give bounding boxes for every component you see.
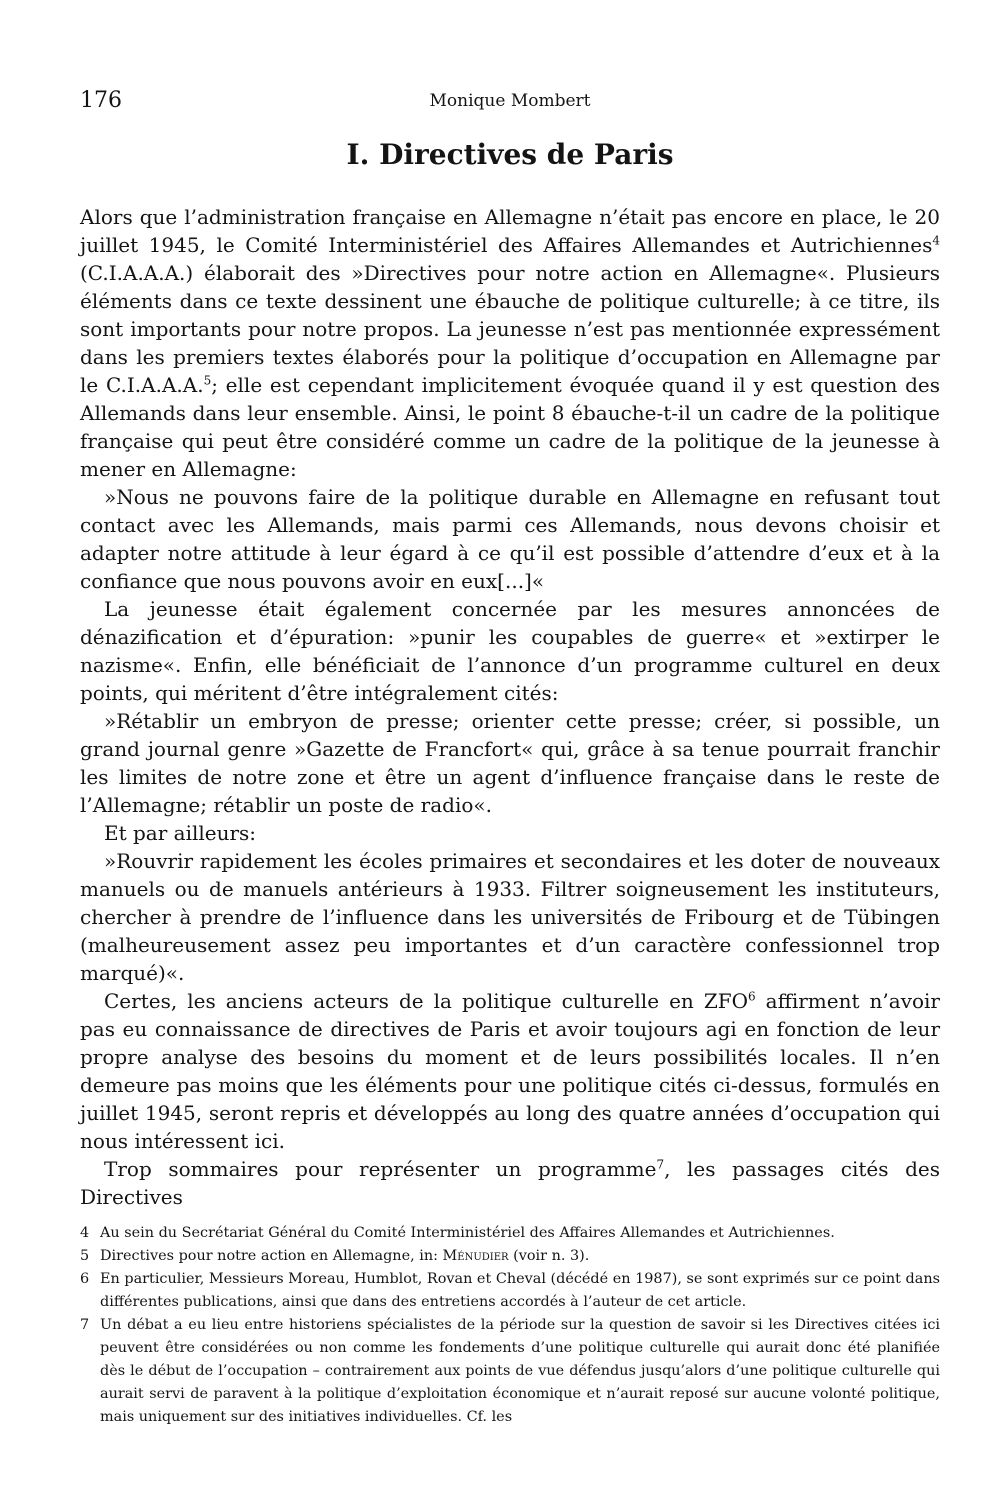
quote-2: »Rétablir un embryon de presse; orienter cette presse; créer, si possible, un grand journal genre »Gazette de Francfort« qui, grâce à sa tenue pourrait franchir les limites de notre zone et être un agent d’influence française dans le reste de l’Allemagne; rétablir un poste de radio«. [80,708,940,817]
footnote-author: Ménudier [442,1248,509,1264]
footnote-ref-6[interactable]: 6 [748,989,756,1004]
running-title: Monique Mombert [429,91,591,111]
footnote-text: Directives pour notre action en Allemagne, in: [100,1248,443,1264]
footnotes [80,1222,940,1429]
footnote-text: En particulier, Messieurs Moreau, Humblot, Rovan et Cheval (décédé en 1987), se sont exprimés sur ce point dans différentes publications, ainsi que dans des entretiens accordés à l’auteur de cet article. [100,1271,940,1310]
paragraph-4: Certes, les anciens acteurs de la politique culturelle en ZFO$^6$ affirment n’avoir pas eu connaissance de directives de Paris et avoir toujours agi en fonction de leur propre analyse des besoins du moment et de leurs possibilités locales. Il n’en demeure pas moins que les éléments pour une politique cités ci-dessus, formulés en juillet 1945, seront repris et développés au long des quatre années d’occupation qui nous intéressent ici. [80,988,940,1153]
section-title: I. Directives de Paris [346,138,674,171]
footnote-number: 4 [80,1225,90,1241]
footnote-4 [80,1222,940,1245]
footnote-7 [80,1314,940,1429]
quote-3: »Rouvrir rapidement les écoles primaires et secondaires et les doter de nouveaux manuels ou de manuels antérieurs à 1933. Filtrer soigneusement les instituteurs, chercher à prendre de l’influence dans les universités de Fribourg et de Tübingen (malheureusement assez peu importantes et d’un caractère confessionnel trop marqué)«. [80,848,940,985]
paragraph-1: Alors que l’administration française en Allemagne n’était pas encore en place, le 20 juillet 1945, le Comité Interministériel des Affaires Allemandes et Autrichiennes$^4$ (C.I.A.A.A.) élaborait des »Directives pour notre action en Allemagne«. Plusieurs éléments dans ce texte dessinent une ébauche de politique culturelle; à ce titre, ils sont importants pour notre propos. La jeunesse n’est pas mentionnée expressément dans les premiers textes élaborés pour la politique d’occupation en Allemagne par le C.I.A.A.A.$^5$; elle est cependant implicitement évoquée quand il y est question des Allemands dans leur ensemble. Ainsi, le point 8 ébauche-t-il un cadre de la politique française qui peut être considéré comme un cadre de la politique de la jeunesse à mener en Allemagne: [80,204,940,481]
paragraph-5: Trop sommaires pour représenter un programme$^7$, les passages cités des Directives [80,1156,941,1209]
paragraph-3: Et par ailleurs: [104,820,257,845]
footnote-number: 6 [80,1271,90,1287]
running-head [80,88,940,122]
footnote-5 [80,1245,940,1268]
footnote-6 [80,1268,940,1314]
footnote-number: 7 [80,1317,90,1333]
footnote-ref-5[interactable]: 5 [203,373,212,388]
footnote-ref-4[interactable]: 4 [932,233,940,248]
footnote-text: (voir n. 3). [508,1248,590,1264]
page-number: 176 [80,88,122,113]
body-text [80,203,940,1211]
footnote-number: 5 [80,1248,90,1264]
page [80,88,940,1211]
footnote-text: Un débat a eu lieu entre historiens spécialistes de la période sur la question de savoir si les Directives citées ici peuvent être considérées ou non comme les fondements d’une politique culturelle qui aurait donc été planifiée dès le début de l’occupation – contrairement aux points de vue défendus jusqu’alors d’une politique culturelle qui aurait servi de paravent à la politique d’exploitation économique et n’aurait reposé sur aucune volonté politique, mais uniquement sur des initiatives individuelles. Cf. les [100,1317,940,1425]
footnote-ref-7[interactable]: 7 [656,1157,665,1172]
paragraph-2: La jeunesse était également concernée par les mesures annoncées de dénazification et d’épuration: »punir les coupables de guerre« et »extirper le nazisme«. Enfin, elle bénéficiait de l’annonce d’un programme culturel en deux points, qui méritent d’être intégralement cités: [80,596,940,705]
footnote-text: Au sein du Secrétariat Général du Comité Interministériel des Affaires Allemandes et Autrichiennes. [100,1225,835,1241]
quote-1: »Nous ne pouvons faire de la politique durable en Allemagne en refusant tout contact avec les Allemands, mais parmi ces Allemands, nous devons choisir et adapter notre attitude à leur égard à ce qu’il est possible d’attendre d’eux et à la confiance que nous pouvons avoir en eux[...]« [80,484,940,593]
